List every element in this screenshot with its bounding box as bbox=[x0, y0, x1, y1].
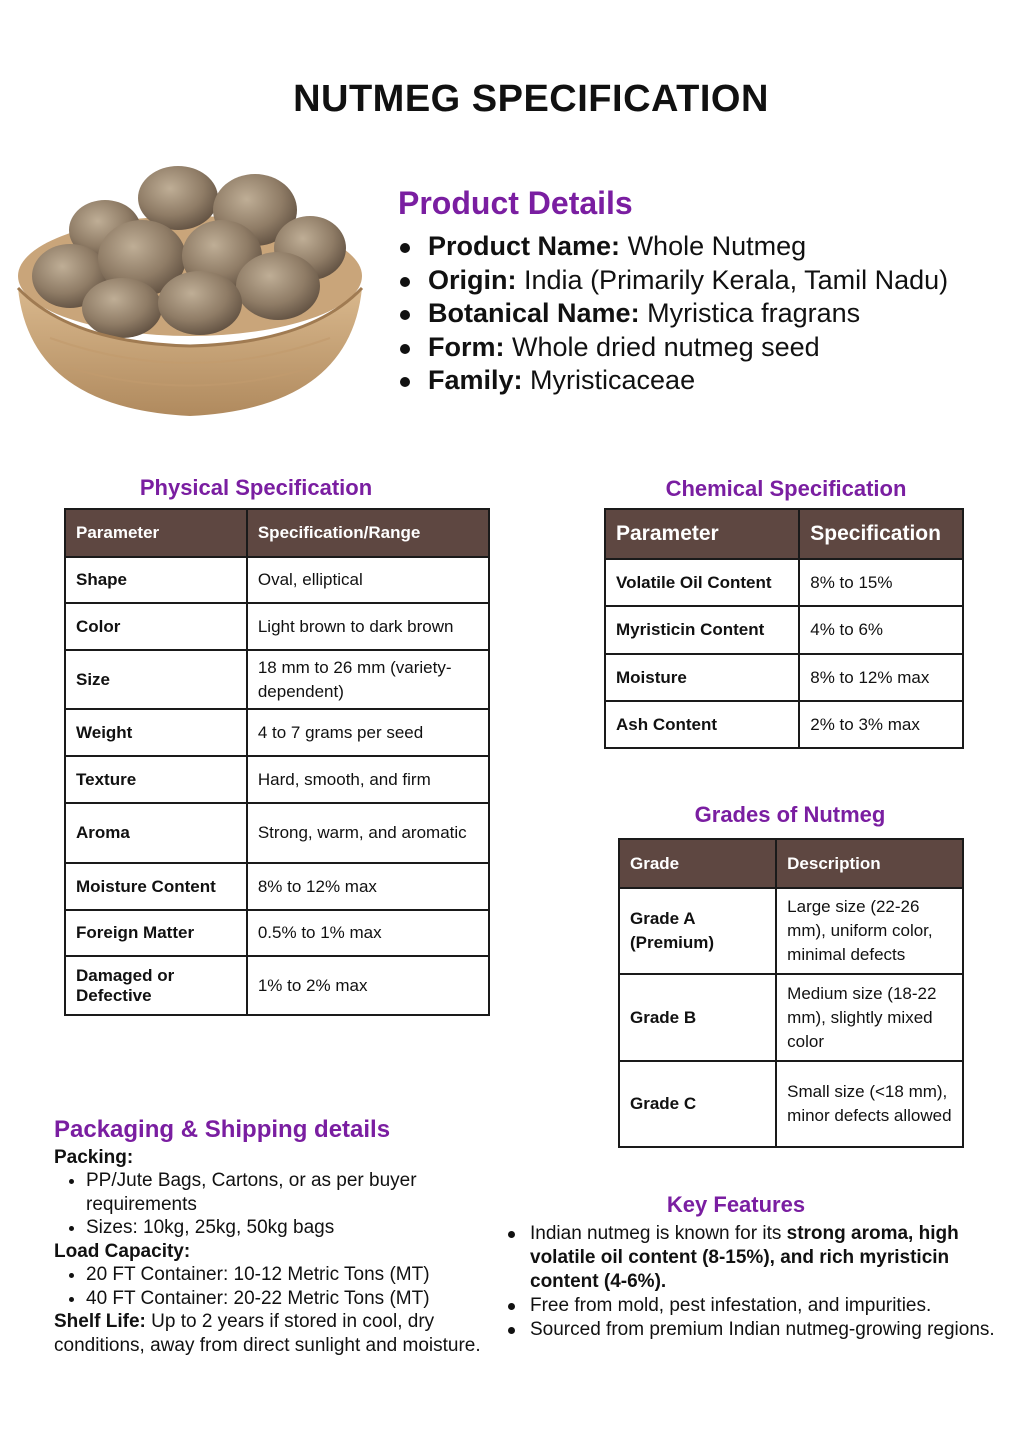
list-item: Botanical Name: Myristica fragrans bbox=[398, 297, 948, 331]
table-row: Myristicin Content 4% to 6% bbox=[605, 606, 963, 654]
table-row: Size 18 mm to 26 mm (variety-dependent) bbox=[65, 650, 489, 709]
packaging-heading: Packaging & Shipping details bbox=[54, 1116, 391, 1143]
table-row: Color Light brown to dark brown bbox=[65, 603, 489, 650]
table-row: Weight 4 to 7 grams per seed bbox=[65, 709, 489, 756]
packing-label: Packing: bbox=[54, 1146, 134, 1168]
list-item: Form: Whole dried nutmeg seed bbox=[398, 331, 948, 365]
grades-table bbox=[618, 838, 964, 1148]
table-row: Grade C Small size (<18 mm), minor defects allowed bbox=[619, 1061, 963, 1147]
table-row: Volatile Oil Content 8% to 15% bbox=[605, 559, 963, 606]
load-capacity-list bbox=[54, 1263, 494, 1310]
load-capacity-label: Load Capacity: bbox=[54, 1240, 191, 1262]
table-row: Foreign Matter 0.5% to 1% max bbox=[65, 910, 489, 956]
chemical-spec-heading: Chemical Specification bbox=[665, 476, 907, 501]
list-item: Product Name: Whole Nutmeg bbox=[398, 230, 948, 264]
table-header: Description bbox=[776, 839, 963, 888]
shelf-life: Shelf Life: Up to 2 years if stored in cool, dry conditions, away from direct sunlight and moisture. bbox=[54, 1311, 481, 1356]
table-row: Damaged or Defective 1% to 2% max bbox=[65, 956, 489, 1015]
physical-spec-heading: Physical Specification bbox=[139, 475, 373, 500]
list-item: • 40 FT Container: 20-22 Metric Tons (MT) bbox=[86, 1287, 494, 1311]
packing-list bbox=[54, 1169, 494, 1240]
list-item: • Sizes: 10kg, 25kg, 50kg bags bbox=[86, 1216, 494, 1240]
table-row: Shape Oval, elliptical bbox=[65, 557, 489, 603]
page-title: NUTMEG SPECIFICATION bbox=[293, 78, 769, 120]
list-item: • PP/Jute Bags, Cartons, or as per buyer requirements bbox=[86, 1169, 494, 1216]
table-header: Parameter bbox=[605, 509, 799, 559]
list-item: Origin: India (Primarily Kerala, Tamil Nadu) bbox=[398, 264, 948, 298]
table-header: Specification/Range bbox=[247, 509, 489, 557]
key-features-list bbox=[506, 1222, 1006, 1342]
table-header: Specification bbox=[799, 509, 963, 559]
table-row: Grade B Medium size (18-22 mm), slightly mixed color bbox=[619, 974, 963, 1061]
table-header: Grade bbox=[619, 839, 776, 888]
grades-heading: Grades of Nutmeg bbox=[694, 802, 886, 827]
physical-spec-table bbox=[64, 508, 490, 1016]
table-row: Grade A (Premium) Large size (22-26 mm), uniform color, minimal defects bbox=[619, 888, 963, 974]
chemical-spec-table bbox=[604, 508, 964, 749]
table-row: Aroma Strong, warm, and aromatic bbox=[65, 803, 489, 863]
table-row: Moisture 8% to 12% max bbox=[605, 654, 963, 701]
product-details-list bbox=[398, 230, 948, 398]
product-details-heading: Product Details bbox=[398, 185, 633, 221]
list-item: Free from mold, pest infestation, and impurities. bbox=[506, 1294, 1006, 1318]
list-item: • 20 FT Container: 10-12 Metric Tons (MT) bbox=[86, 1263, 494, 1287]
key-features-heading: Key Features bbox=[666, 1192, 806, 1217]
list-item: Indian nutmeg is known for its strong aroma, high volatile oil content (8-15%), and rich myristicin content (4-6%). bbox=[506, 1222, 1006, 1294]
table-row: Texture Hard, smooth, and firm bbox=[65, 756, 489, 803]
packaging-section bbox=[54, 1118, 494, 1357]
nutmeg-bowl-icon bbox=[10, 158, 370, 426]
list-item: Sourced from premium Indian nutmeg-growing regions. bbox=[506, 1318, 1006, 1342]
table-row: Ash Content 2% to 3% max bbox=[605, 701, 963, 748]
table-header: Parameter bbox=[65, 509, 247, 557]
list-item: Family: Myristicaceae bbox=[398, 364, 948, 398]
table-row: Moisture Content 8% to 12% max bbox=[65, 863, 489, 910]
